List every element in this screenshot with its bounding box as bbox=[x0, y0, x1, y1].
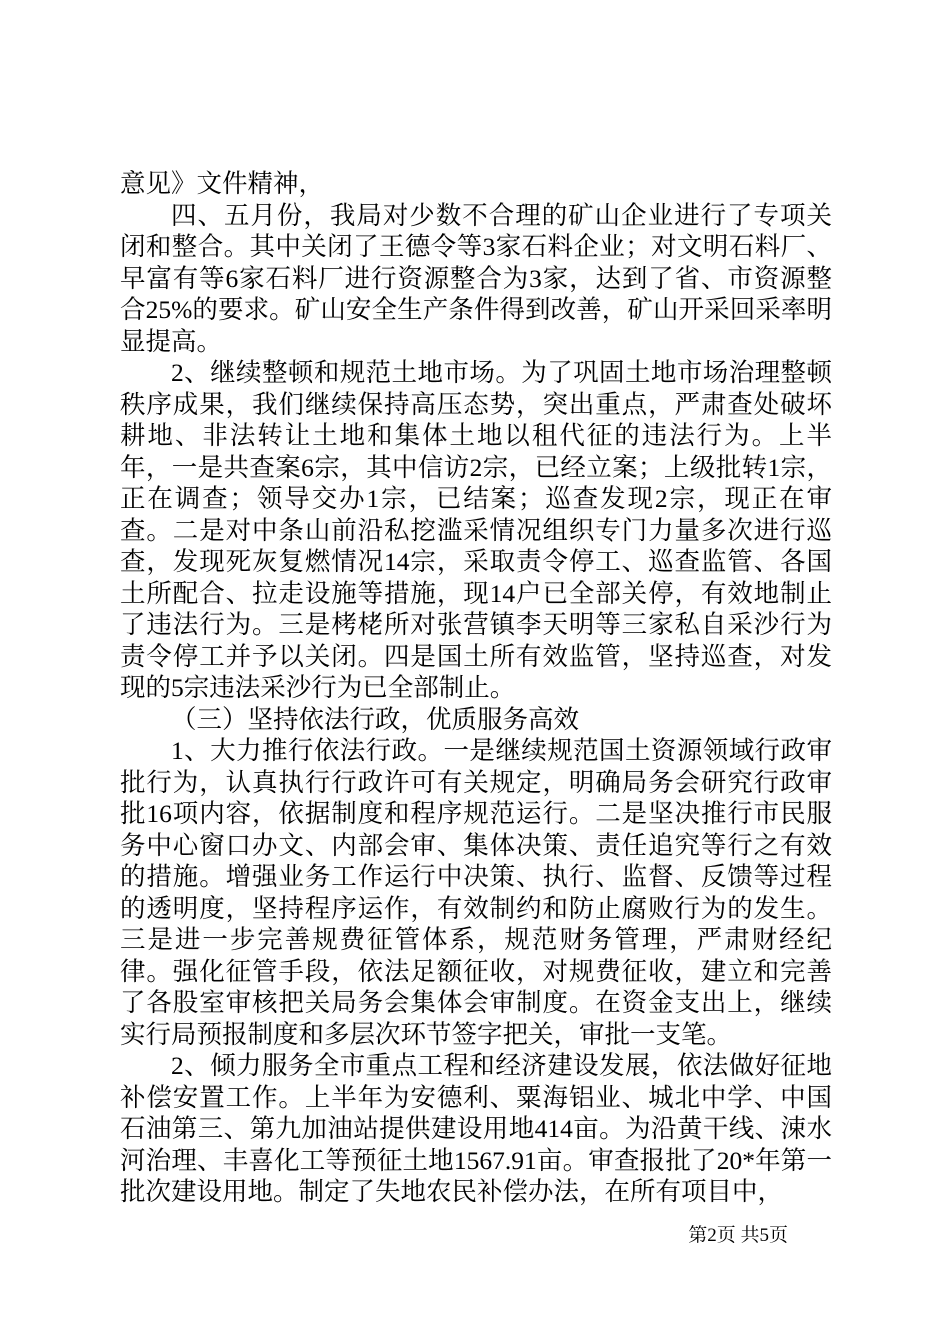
paragraph: 2、继续整顿和规范土地市场。为了巩固土地市场治理整顿秩序成果，我们继续保持高压态势，突出重点，严肃查处破坏耕地、非法转让土地和集体土地以租代征的违法行为。上半年，一是共查案6宗，其中信访2宗，已经立案；上级批转1宗，正在调查；领导交办1宗，已结案；巡查发现2宗，现正在审查。二是对中条山前沿私挖滥采情况组织专门力量多次进行巡查，发现死灰复燃情况14宗，采取责令停工、巡查监管、各国土所配合、拉走设施等措施，现14户已全部关停，有效地制止了违法行为。三是栲栳所对张营镇李天明等三家私自采沙行为责令停工并予以关闭。四是国土所有效监管，坚持巡查，对发现的5宗违法采沙行为已全部制止。 bbox=[120, 358, 832, 702]
paragraph: 2、倾力服务全市重点工程和经济建设发展，依法做好征地补偿安置工作。上半年为安德利、粟海铝业、城北中学、中国石油第三、第九加油站提供建设用地414亩。为沿黄干线、涑水河治理、丰喜化工等预征土地1567.91亩。审查报批了20*年第一批次建设用地。制定了失地农民补偿办法，在所有项目中， bbox=[120, 1051, 832, 1206]
paragraph: 1、大力推行依法行政。一是继续规范国土资源领域行政审批行为，认真执行行政许可有关规定，明确局务会研究行政审批16项内容，依据制度和程序规范运行。二是坚决推行市民服务中心窗口办文、内部会审、集体决策、责任追究等行之有效的措施。增强业务工作运行中决策、执行、监督、反馈等过程的透明度，坚持程序运作，有效制约和防止腐败行为的发生。三是进一步完善规费征管体系，规范财务管理，严肃财经纪律。强化征管手段，依法足额征收，对规费征收，建立和完善了各股室审核把关局务会集体会审制度。在资金支出上，继续实行局预报制度和多层次环节签字把关，审批一支笔。 bbox=[120, 736, 832, 1049]
paragraph: 四、五月份，我局对少数不合理的矿山企业进行了专项关闭和整合。其中关闭了王德令等3家石料企业；对文明石料厂、早富有等6家石料厂进行资源整合为3家，达到了省、市资源整合25%的要求。矿山安全生产条件得到改善，矿山开采回采率明显提高。 bbox=[120, 200, 832, 356]
page-footer bbox=[688, 1224, 788, 1248]
paragraph: 意见》文件精神， bbox=[120, 169, 325, 198]
paragraph: （三）坚持依法行政，优质服务高效 bbox=[171, 704, 580, 734]
document-body bbox=[120, 168, 832, 1208]
page-number: 第2页 共5页 bbox=[688, 1225, 788, 1246]
